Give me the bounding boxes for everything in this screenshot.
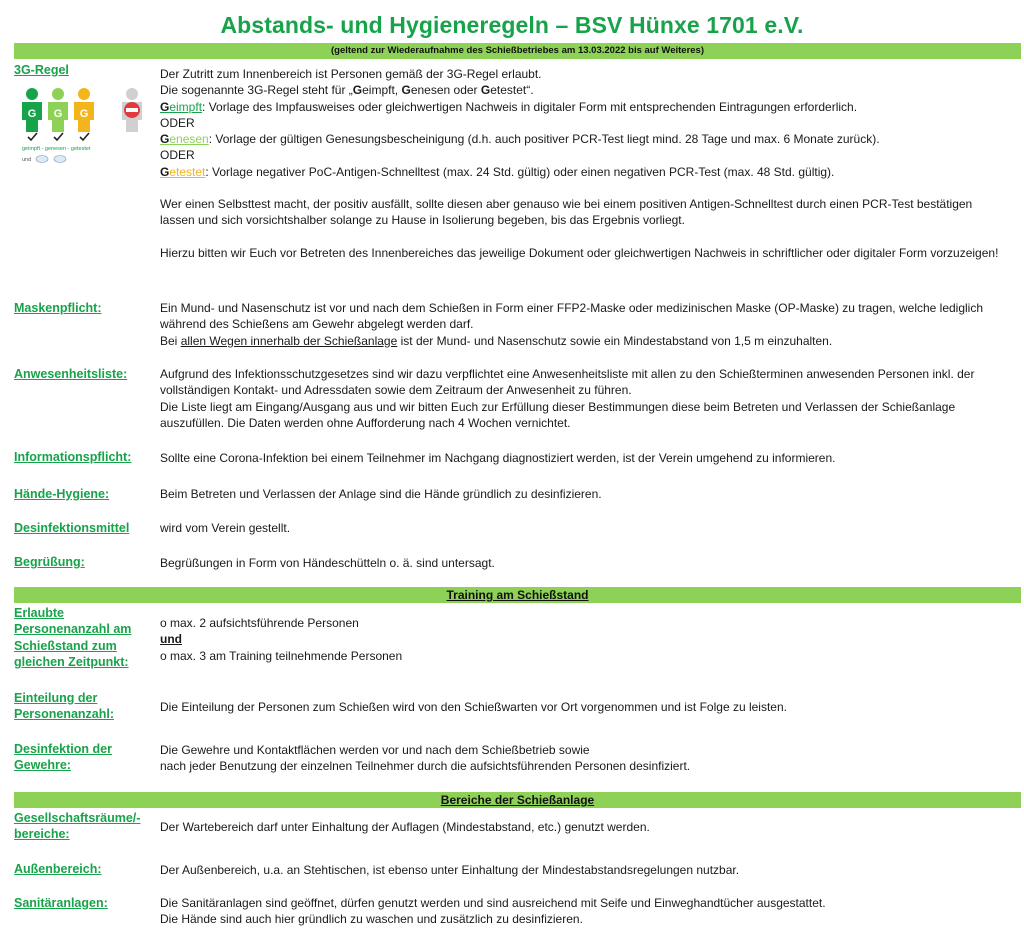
text-begruessung: Begrüßungen in Form von Händeschütteln o. ä. sind untersagt. — [160, 556, 495, 570]
figure-letter-3: G — [79, 108, 89, 120]
label-sanitaeranlagen: Sanitäranlagen: — [14, 896, 108, 910]
text-aussenbereich: Der Außenbereich, u.a. an Stehtischen, ist ebenso unter Einhaltung der Mindestabstandsregelungen nutzbar. — [160, 863, 740, 877]
label-anwesenheitsliste: Anwesenheitsliste: — [14, 367, 128, 381]
label-aussenbereich: Außenbereich: — [14, 862, 102, 876]
label-desinfektionsmittel: Desinfektionsmittel — [14, 521, 130, 535]
section-training-header: Training am Schießstand — [14, 587, 1021, 603]
text-3g-regel: Der Zutritt zum Innenbereich ist Personen gemäß der 3G-Regel erlaubt. Die sogenannte 3G-Regel steht für „Geimpft, Genesen oder Getestet“. Geimpft: Vorlage des Impfausweises oder gleichwertigen Nachweis in digitaler Form mit entsprechenden Eintragungen erforderlich. ODER Genesen: Vorlage der gültigen Genesungsbescheinigung (d.h. auch positiver PCR-Test liegt mind. 28 Tage und max. 6 Monate zurück). ODER Getestet: Vorlage negativer PoC-Antigen-Schnelltest (max. 24 Std. gültig) oder einen negativen PCR-Test (max. 48 Std. gültig). Wer einen Selbsttest macht, der positiv ausfällt, sollte diesen aber genauso wie bei einem positiven Antigen-Schnelltest durch einen PCR-Test bestätigen lassen und sich vorsichtshalber solange zu Hause in Isolierung begeben, bis das Ergebnis vorliegt. Hierzu bitten wir Euch vor Betreten des Innenbereiches das jeweilige Dokument oder gleichwertigen Nachweis in schriftlicher oder digitaler Form vorzuzeigen! — [160, 67, 999, 260]
text-einteilung: Die Einteilung der Personen zum Schießen wird von den Schießwarten vor Ort vorgenommen und ist Folge zu leisten. — [160, 700, 787, 714]
text-desinfektionsmittel: wird vom Verein gestellt. — [160, 521, 291, 535]
graphic-caption-and: und — [22, 157, 32, 163]
text-haende-hygiene: Beim Betreten und Verlassen der Anlage sind die Hände gründlich zu desinfizieren. — [160, 487, 602, 501]
label-informationspflicht: Informationspflicht: — [14, 450, 132, 464]
graphic-caption: geimpft - genesen - getestet — [22, 146, 91, 152]
section-areas-header: Bereiche der Schießanlage — [14, 792, 1021, 808]
label-haende-hygiene: Hände-Hygiene: — [14, 487, 110, 501]
page-title: Abstands- und Hygieneregeln – BSV Hünxe 1701 e.V. — [220, 12, 804, 38]
3g-graphic — [18, 86, 150, 166]
text-maskenpflicht: Ein Mund- und Nasenschutz ist vor und nach dem Schießen in Form einer FFP2-Maske oder medizinischen Maske (OP-Maske) zu tragen, welche lediglich während des Schießens am Gewehr abgelegt werden darf. Bei allen Wegen innerhalb der Schießanlage ist der Mund- und Nasenschutz sowie ein Mindestabstand von 1,5 m einzuhalten. — [160, 301, 984, 348]
label-maskenpflicht: Maskenpflicht: — [14, 301, 102, 315]
text-gesellschaftsraeume: Der Wartebereich darf unter Einhaltung der Auflagen (Mindestabstand, etc.) genutzt werden. — [160, 820, 650, 834]
text-sanitaeranlagen: Die Sanitäranlagen sind geöffnet, dürfen genutzt werden und sind ausreichend mit Seife und Einweghandtücher ausgestattet. Die Hände sind auch hier gründlich zu waschen und zusätzlich zu desinfizieren. — [160, 896, 826, 927]
label-begruessung: Begrüßung: — [14, 555, 85, 569]
checkmark-icon — [28, 133, 89, 140]
label-erlaubte-personenanzahl: Erlaubte Personenanzahl am Schießstand zum gleichen Zeitpunkt: — [14, 606, 132, 669]
text-erlaubte-personenanzahl: o max. 2 aufsichtsführende Personen und o max. 3 am Training teilnehmende Personen — [160, 616, 403, 663]
text-anwesenheitsliste: Aufgrund des Infektionsschutzgesetzes sind wir dazu verpflichtet eine Anwesenheitsliste mit allen zu den Schießterminen anwesenden Personen inkl. der vollständigen Kontakt- und Adressdaten sowie dem Zeitraum der Anwesenheit zu führen. Die Liste liegt am Eingang/Ausgang aus und wir bitten Euch zur Erfüllung dieser Bestimmungen diese beim Betreten und Verlassen der Schießanlage auszufüllen. Die Daten werden ohne Aufforderung nach 4 Wochen vernichtet. — [160, 367, 975, 430]
label-gesellschaftsraeume: Gesellschaftsräume/-bereiche: — [14, 811, 141, 842]
figure-letter-2: G — [53, 108, 63, 120]
label-desinfektion-gewehre: Desinfektion der Gewehre: — [14, 742, 112, 773]
text-informationspflicht: Sollte eine Corona-Infektion bei einem Teilnehmer im Nachgang diagnostiziert werden, ist der Verein umgehend zu informieren. — [160, 451, 836, 465]
no-entry-figure-icon — [122, 88, 142, 132]
validity-subtitle: (geltend zur Wiederaufnahme des Schießbetriebes am 13.03.2022 bis auf Weiteres) — [14, 43, 1021, 59]
figure-letter-1: G — [27, 108, 37, 120]
label-3g-regel: 3G-Regel — [14, 63, 69, 77]
mask-icon — [36, 156, 66, 163]
label-einteilung: Einteilung der Personenanzahl: — [14, 691, 115, 722]
text-desinfektion-gewehre: Die Gewehre und Kontaktflächen werden vor und nach dem Schießbetrieb sowie nach jeder Benutzung der einzelnen Teilnehmer durch die aufsichtsführenden Personen desinfiziert. — [160, 743, 691, 774]
